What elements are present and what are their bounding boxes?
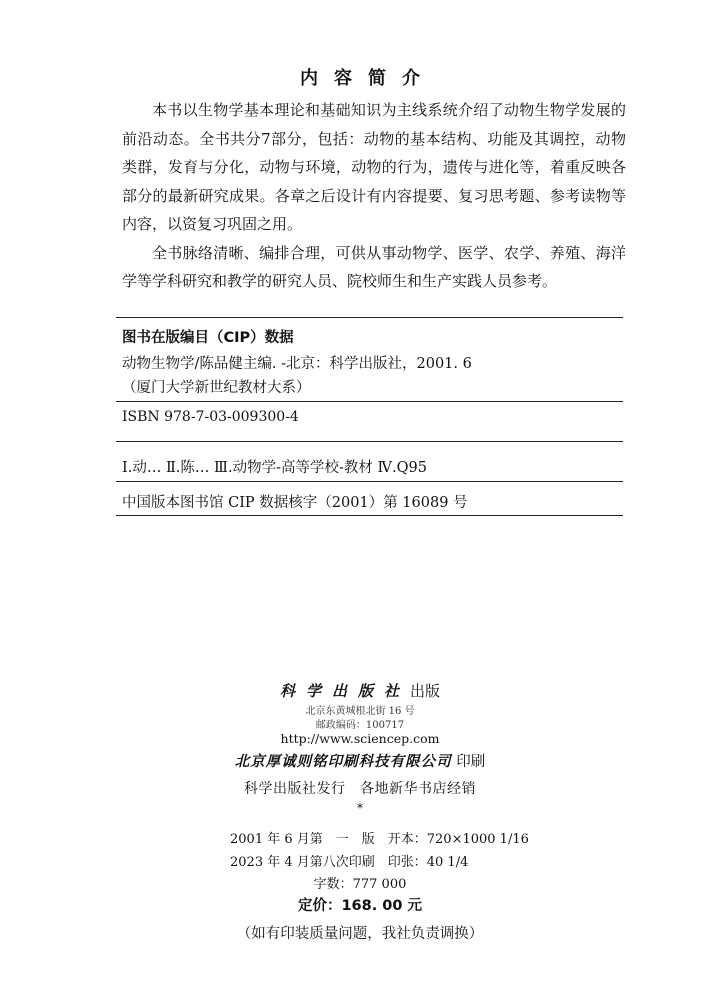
price: 定价：168. 00 元 bbox=[297, 898, 423, 914]
publisher-logo-text: 科学出 bbox=[279, 682, 358, 700]
printer-name: 北京厚诚则铭印刷科技有限公司 bbox=[234, 753, 452, 770]
publisher-postcode: 邮政编码：100717 bbox=[315, 720, 405, 731]
publisher-url: http://www.sciencep.com bbox=[280, 731, 440, 746]
cip-classification: Ⅰ.动… Ⅱ.陈… Ⅲ.动物学-高等学校-教材 Ⅳ.Q95 bbox=[122, 460, 427, 476]
cip-divider-3 bbox=[116, 481, 623, 482]
cip-title: 图书在版编目（CIP）数据 bbox=[122, 330, 294, 346]
publisher-logo-text-tail: 版社 bbox=[357, 682, 410, 700]
distribution-line: 科学出版社发行 各地新华书店经销 bbox=[244, 781, 476, 797]
summary-paragraph-1: 本书以生物学基本理论和基础知识为主线系统介绍了动物生物学发展的前沿动态。全书共分7部分，包括：动物的基本结构、功能及其调控，动物类群，发育与分化，动物与环境，动物的行为，遗传与进化等，着重反映各部分的最新研究成果。各章之后设计有内容提要、复习思考题、参考读物等内容，以资复习巩固之用。 bbox=[122, 101, 626, 233]
summary-body bbox=[122, 96, 626, 296]
cip-series-line: （厦门大学新世纪教材大系） bbox=[122, 380, 311, 396]
publisher-name bbox=[0, 680, 720, 701]
cip-isbn: ISBN 978-7-03-009300-4 bbox=[122, 409, 299, 425]
publisher-address: 北京东黄城根北街 16 号 bbox=[305, 706, 415, 717]
printing-info: 2023 年 4 月第八次印刷 印张：40 1/4 bbox=[230, 855, 469, 870]
summary-paragraph-2: 全书脉络清晰、编排合理，可供从事动物学、医学、农学、养殖、海洋学等学科研究和教学的研究人员、院校师生和生产实践人员参考。 bbox=[122, 243, 626, 290]
separator-star: * bbox=[357, 801, 363, 815]
printer-line bbox=[0, 750, 720, 771]
printer-suffix: 印刷 bbox=[456, 754, 486, 770]
edition-info: 2001 年 6 月第 一 版 开本：720×1000 1/16 bbox=[230, 832, 529, 847]
cip-divider-1 bbox=[116, 401, 623, 402]
cip-record-number: 中国版本图书馆 CIP 数据核字（2001）第 16089 号 bbox=[122, 495, 468, 511]
cip-bottom-rule bbox=[116, 515, 623, 516]
cip-divider-2 bbox=[116, 441, 623, 442]
quality-notice: （如有印装质量问题，我社负责调换） bbox=[236, 926, 484, 942]
summary-title: 内容简介 bbox=[300, 68, 436, 89]
publisher-suffix: 出版 bbox=[410, 682, 441, 700]
word-count: 字数：777 000 bbox=[313, 877, 407, 892]
cip-catalog-line: 动物生物学/陈品健主编. -北京：科学出版社，2001. 6 bbox=[122, 356, 472, 372]
cip-top-rule bbox=[116, 317, 623, 318]
